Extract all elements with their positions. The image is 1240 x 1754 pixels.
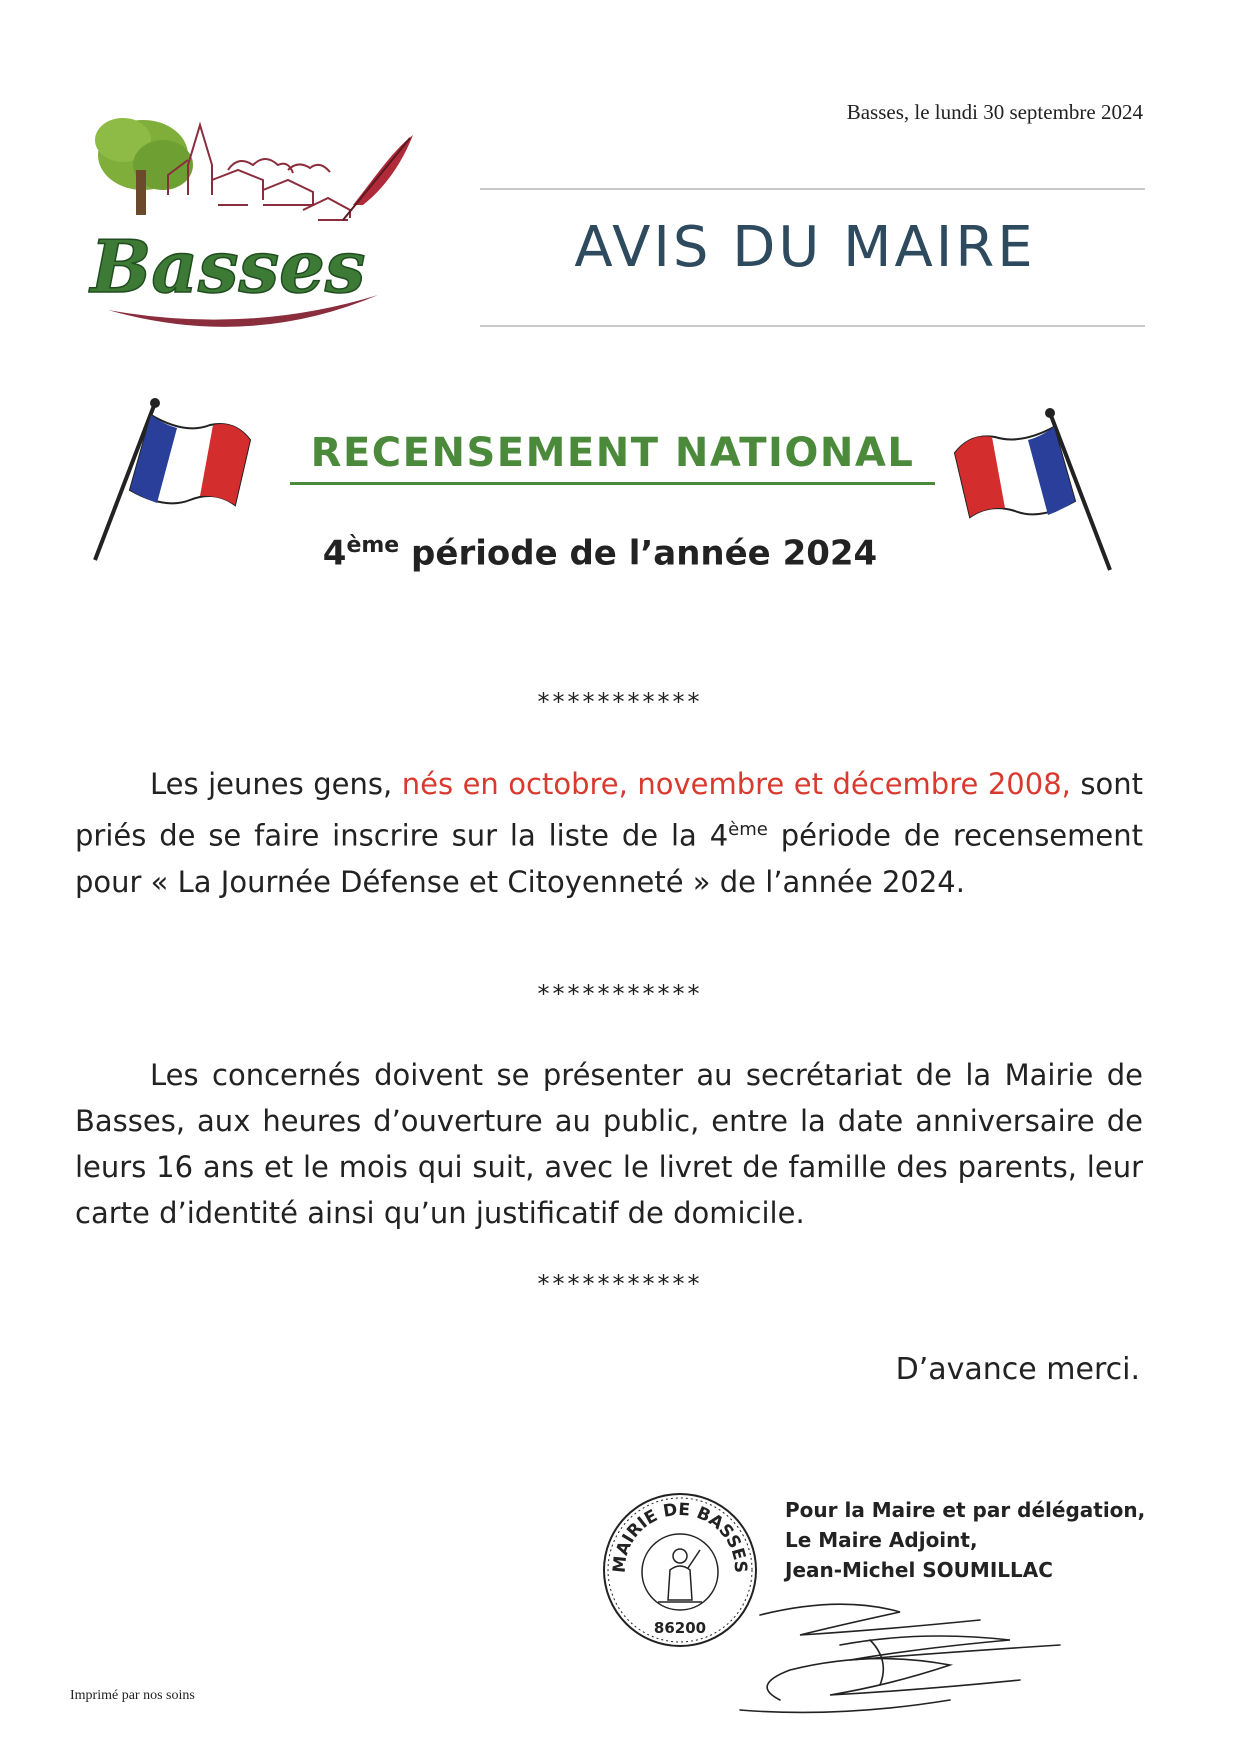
signature-block	[785, 1495, 1145, 1585]
title-rule-bottom	[480, 325, 1145, 327]
closing-text: D’avance merci.	[895, 1352, 1140, 1387]
footer-note: Imprimé par nos soins	[70, 1688, 195, 1703]
logo-wordmark: Basses	[90, 224, 366, 309]
title-rule-top	[480, 188, 1145, 190]
period-heading	[300, 533, 900, 573]
page-title: AVIS DU MAIRE	[574, 215, 1036, 280]
period-ordinal: ème	[346, 533, 400, 558]
paragraph-registration	[75, 761, 1143, 905]
paragraph-text: Les jeunes gens,	[150, 767, 402, 801]
ordinal-sup: ème	[728, 819, 768, 840]
french-flag-icon-left	[85, 395, 255, 565]
marianne-icon	[658, 1549, 702, 1602]
period-number: 4	[322, 533, 347, 574]
seal-postal-code: 86200	[653, 1619, 707, 1637]
french-flag-icon-right	[950, 405, 1120, 575]
paragraph-text: Les concernés doivent se présenter au secrétariat de la Mairie de Basses, aux heures d’ouverture au public, entre la date anniversaire de leurs 16 ans et le mois qui suit, avec le livret de famille des parents, leur carte d’identité ainsi qu’un justificatif de domicile.	[75, 1058, 1143, 1230]
date-line: Basses, le lundi 30 septembre 2024	[846, 100, 1143, 124]
quill-icon	[343, 135, 413, 220]
separator: ***********	[537, 688, 703, 716]
section-title: RECENSEMENT NATIONAL	[310, 430, 915, 476]
period-text: période de l’année 2024	[399, 533, 878, 574]
signature-line: Le Maire Adjoint,	[785, 1528, 978, 1552]
separator: ***********	[537, 1270, 703, 1298]
paragraph-text: période de recensement pour « La Journée Défense et Citoyenneté » de l’année 2024.	[75, 818, 1143, 899]
signatory-name: Jean-Michel SOUMILLAC	[785, 1558, 1053, 1582]
birth-months-highlight: nés en octobre, novembre et décembre 2008,	[401, 767, 1071, 801]
handwritten-signature	[720, 1590, 1100, 1720]
paragraph-text: sont priés de se faire inscrire sur la liste de la 4	[75, 767, 1143, 853]
paragraph-instructions	[75, 1052, 1143, 1236]
signature-line: Pour la Maire et par délégation,	[785, 1498, 1146, 1522]
separator: ***********	[537, 980, 703, 1008]
section-title-underline	[290, 482, 935, 485]
basses-logo	[88, 110, 448, 370]
seal-text: MAIRIE DE BASSES	[609, 1499, 751, 1574]
